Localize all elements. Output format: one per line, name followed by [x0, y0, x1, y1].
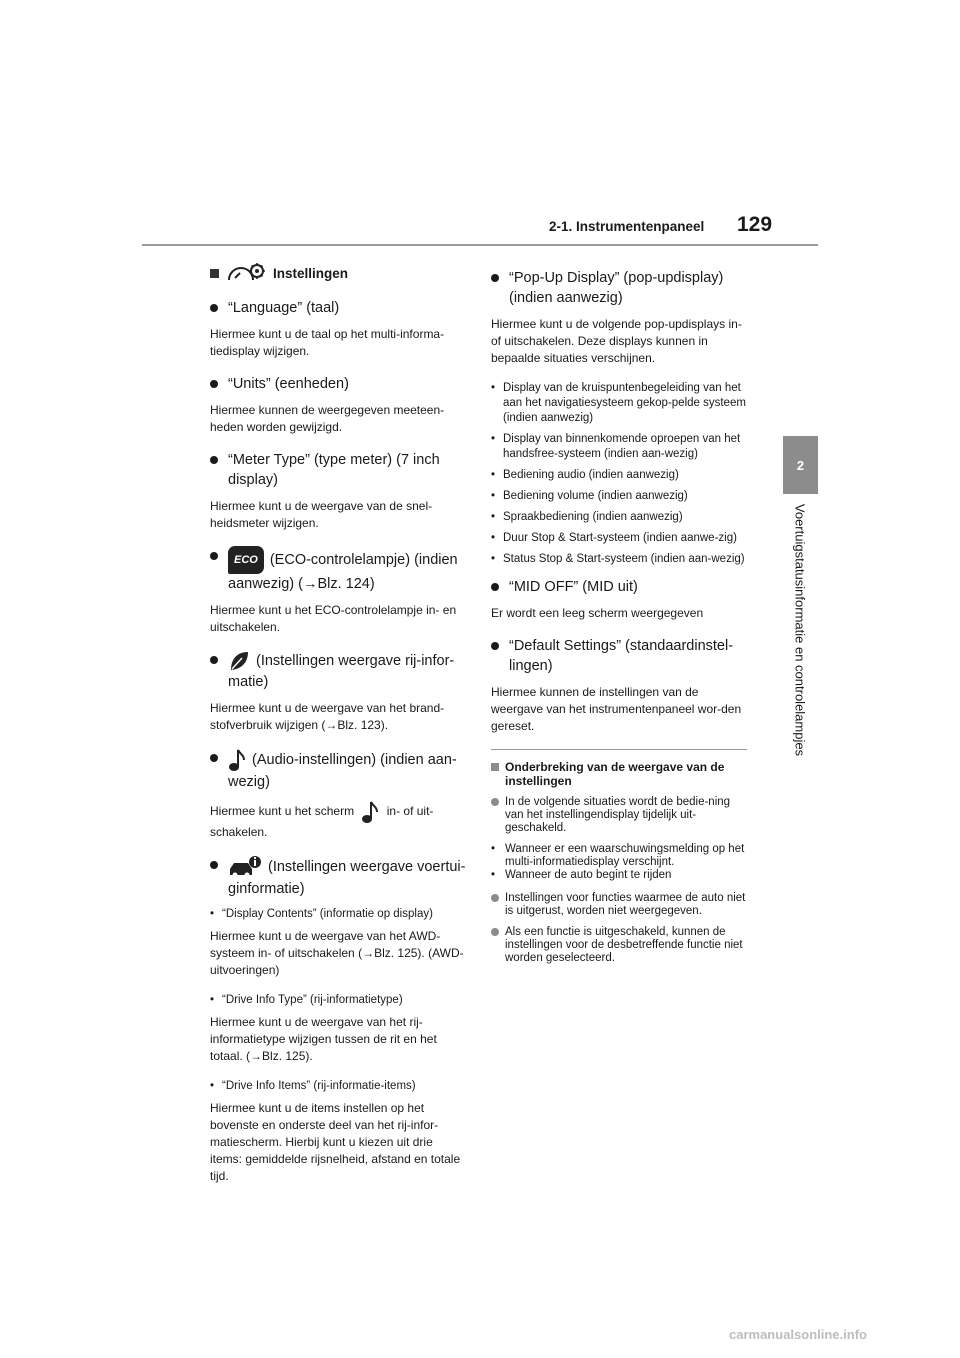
bullet-icon: [210, 304, 218, 312]
setting-popup: [491, 268, 747, 308]
eco-icon: ECO: [228, 546, 264, 574]
bullet-text: Duur Stop & Start-systeem (indien aanwe-zig): [503, 532, 737, 544]
item-title: “Units” (eenheden): [228, 376, 349, 392]
setting-eco: [210, 546, 466, 594]
car-info-icon: [228, 855, 262, 879]
item-desc: [210, 800, 466, 841]
item-title: (ECO-controlelampje) (indien aanwezig) (→Blz. 124): [228, 551, 458, 592]
bullet-icon: [491, 642, 499, 650]
sub-bullet-text: “Drive Info Type” (rij-informatietype): [222, 994, 403, 1006]
bullet-icon: [210, 656, 218, 664]
item-desc: Hiermee kunt u de weergave van het brand-stofverbruik wijzigen (→Blz. 123).: [210, 701, 445, 732]
chapter-title: Voertuigstatusinformatie en controlelampjes: [792, 503, 808, 757]
item-title: “Language” (taal): [228, 300, 340, 316]
setting-drive-info: [210, 650, 466, 692]
popup-bullet: • Spraakbediening (indien aanwezig): [491, 510, 747, 525]
footer-watermark: carmanualsonline.info: [729, 1327, 867, 1342]
grey-bullet-icon: [491, 798, 499, 806]
grey-bullet-icon: [491, 928, 499, 936]
music-note-icon: [228, 748, 246, 772]
item-title: (Audio-instellingen) (indien aan-wezig): [228, 751, 457, 790]
desc-part: Hiermee kunt u het scherm: [210, 804, 355, 819]
square-bullet-icon: [210, 269, 219, 278]
desc-part: in- of uit-schakelen.: [210, 804, 434, 839]
setting-vehicle-info: [210, 855, 466, 899]
bullet-icon: [210, 861, 218, 869]
left-column: [210, 258, 466, 1199]
sub-bullet-text: “Drive Info Items” (rij-informatie-items): [222, 1080, 416, 1092]
bullet-text: Status Stop & Start-systeem (indien aan-wezig): [503, 553, 745, 565]
vehicle-sub-bullet: • “Drive Info Items” (rij-informatie-items): [210, 1079, 466, 1094]
popup-bullet: • Bediening volume (indien aanwezig): [491, 489, 747, 504]
chapter-number: 2: [796, 458, 805, 473]
chapter-tab: [783, 436, 818, 494]
vehicle-sub-bullet: • “Display Contents” (informatie op display): [210, 907, 466, 922]
sub-desc: Hiermee kunt u de items instellen op het bovenste en onderste deel van het rij-infor-matiescherm. Hierbij kunt u kiezen uit drie items: gemiddelde rijsnelheid, afstand en totale tijd.: [210, 1101, 461, 1183]
setting-units: [210, 374, 466, 394]
meter-gear-icon: [225, 262, 267, 284]
header-divider: [142, 244, 818, 246]
settings-heading: [210, 262, 466, 284]
music-note-icon: [361, 800, 379, 824]
sub-bullet-text: “Display Contents” (informatie op display): [222, 908, 433, 920]
bullet-icon: [210, 754, 218, 762]
bullet-text: Display van de kruispuntenbegeleiding van het aan het navigatiesysteem gekop-pelde systeem (indien aanwezig): [503, 382, 746, 424]
page-header: [0, 0, 960, 250]
bullet-icon: [491, 583, 499, 591]
item-desc: Hiermee kunnen de weergegeven meeteen-heden worden gewijzigd.: [210, 403, 445, 434]
bullet-text: Display van binnenkomende oproepen van het handsfree-systeem (indien aan-wezig): [503, 433, 741, 460]
setting-mid-off: [491, 577, 747, 597]
popup-bullet: • Display van binnenkomende oproepen van het handsfree-systeem (indien aan-wezig): [491, 432, 747, 462]
sub-desc: Hiermee kunt u de weergave van het rij-informatietype wijzigen tussen de rit en het totaal. (→Blz. 125).: [210, 1015, 437, 1063]
popup-bullet: • Duur Stop & Start-systeem (indien aanwe-zig): [491, 531, 747, 546]
bullet-icon: [210, 456, 218, 464]
leaf-icon: [228, 650, 250, 672]
bullet-icon: [210, 380, 218, 388]
bullet-icon: [491, 274, 499, 282]
sub-desc: Hiermee kunt u de weergave van het AWD-systeem in- of uitschakelen (→Blz. 125). (AWD-uitvoeringen): [210, 929, 464, 977]
item-desc: Hiermee kunnen de instellingen van de weergave van het instrumentenpaneel wor-den gereset.: [491, 685, 742, 733]
note-text: Als een functie is uitgeschakeld, kunnen de instellingen voor de desbetreffende functie niet worden geselecteerd.: [505, 926, 743, 964]
page-number: 129: [737, 213, 773, 236]
note-text: In de volgende situaties wordt de bedie-ning van het instellingendisplay tijdelijk uit-geschakeld.: [505, 796, 731, 834]
item-title: “Default Settings” (standaardinstel-lingen): [509, 638, 734, 674]
note-divider: [491, 749, 747, 750]
item-title: “MID OFF” (MID uit): [509, 579, 638, 595]
setting-default: [491, 636, 747, 676]
item-desc: Hiermee kunt u de weergave van de snel-heidsmeter wijzigen.: [210, 499, 433, 530]
note-sub-bullet: • Wanneer er een waarschuwingsmelding op het multi-informatiedisplay verschijnt.: [491, 843, 747, 869]
popup-bullet: • Status Stop & Start-systeem (indien aan-wezig): [491, 552, 747, 567]
right-column: [491, 258, 747, 973]
setting-language: [210, 298, 466, 318]
settings-heading-text: Instellingen: [273, 265, 349, 281]
bullet-icon: [210, 552, 218, 560]
note-text: Instellingen voor functies waarmee de auto niet is uitgerust, worden niet weergegeven.: [505, 892, 746, 917]
note-sub-text: Wanneer de auto begint te rijden: [505, 869, 672, 881]
bullet-text: Spraakbediening (indien aanwezig): [503, 511, 683, 523]
note-paragraph: [491, 926, 747, 965]
setting-audio: [210, 748, 466, 792]
vehicle-sub-bullet: • “Drive Info Type” (rij-informatietype): [210, 993, 466, 1008]
bullet-text: Bediening audio (indien aanwezig): [503, 469, 679, 481]
square-bullet-icon: [491, 763, 499, 771]
popup-bullet: • Display van de kruispuntenbegeleiding van het aan het navigatiesysteem gekop-pelde systeem (indien aanwezig): [491, 382, 746, 424]
setting-meter-type: [210, 450, 466, 490]
item-desc: Hiermee kunt u het ECO-controlelampje in- en uitschakelen.: [210, 603, 457, 634]
grey-bullet-icon: [491, 894, 499, 902]
note-heading-text: Onderbreking van de weergave van de instellingen: [505, 760, 725, 788]
note-heading: [491, 760, 747, 788]
section-title: 2-1. Instrumentenpaneel: [549, 219, 705, 234]
note-paragraph: [491, 796, 747, 835]
item-title: (Instellingen weergave rij-infor-matie): [228, 652, 455, 690]
note-sub-text: Wanneer er een waarschuwingsmelding op het multi-informatiedisplay verschijnt.: [505, 843, 745, 868]
item-desc: Er wordt een leeg scherm weergegeven: [491, 606, 704, 620]
note-sub-bullet: • Wanneer de auto begint te rijden: [491, 869, 672, 881]
item-title: “Meter Type” (type meter) (7 inch display): [228, 452, 440, 488]
bullet-text: Bediening volume (indien aanwezig): [503, 490, 688, 502]
item-title: “Pop-Up Display” (pop-updisplay) (indien aanwezig): [509, 270, 724, 306]
popup-bullet: • Bediening audio (indien aanwezig): [491, 468, 747, 483]
item-title: (Instellingen weergave voertui-ginformatie): [228, 858, 466, 897]
note-paragraph: [491, 892, 747, 918]
item-desc: Hiermee kunt u de volgende pop-updisplays in- of uitschakelen. Deze displays kunnen in bepaalde situaties verschijnen.: [491, 317, 742, 365]
item-desc: Hiermee kunt u de taal op het multi-informa-tiedisplay wijzigen.: [210, 327, 445, 358]
